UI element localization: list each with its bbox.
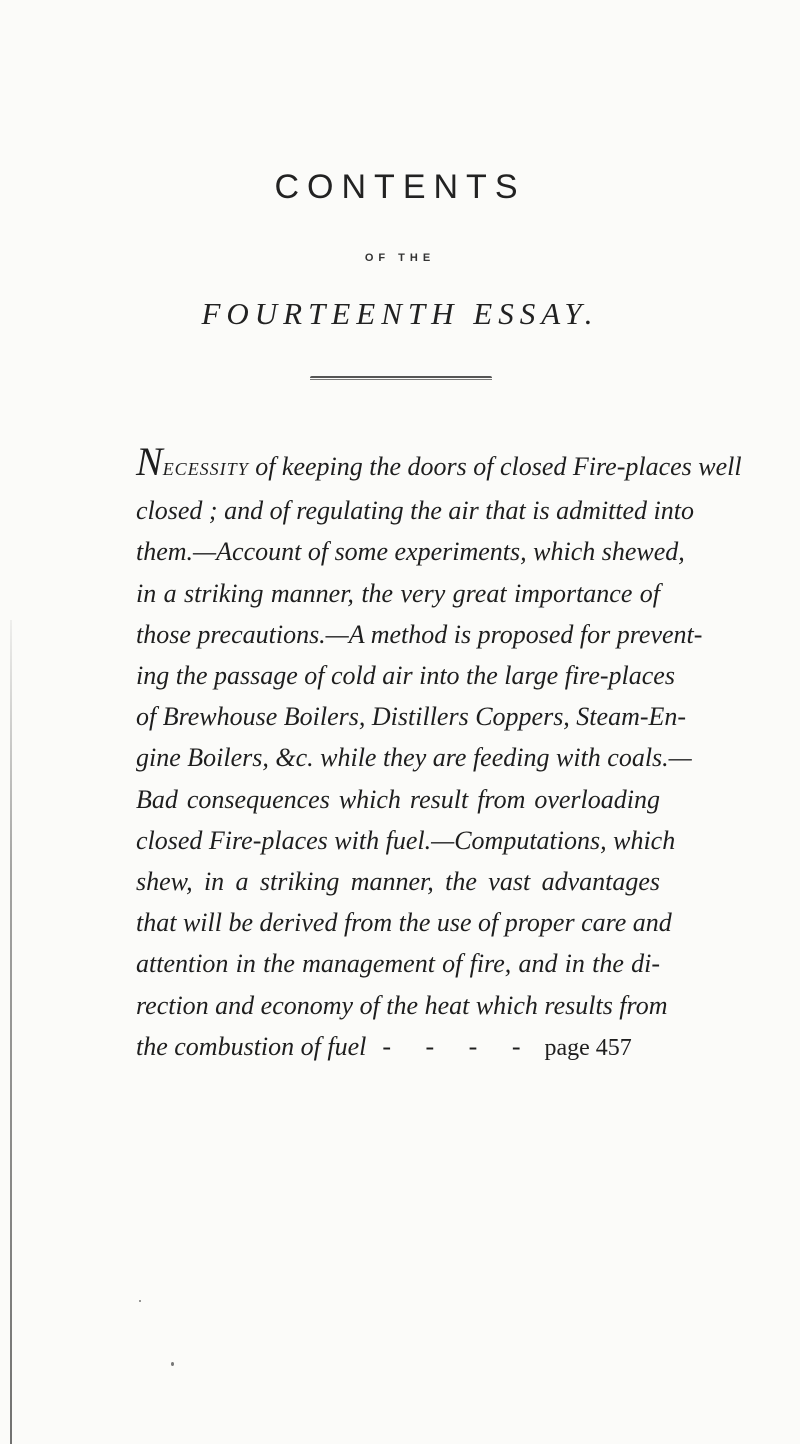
text-line: Bad consequences which result from overloading [136, 784, 660, 814]
text-line: in a striking manner, the very great importance of [136, 578, 660, 608]
drop-cap: N [136, 439, 163, 484]
leader-dashes: - - - - [382, 1031, 535, 1061]
text-line [136, 439, 742, 490]
text-line [136, 1026, 660, 1069]
line-text: the combustion of fuel [136, 1031, 367, 1061]
text-line: that will be derived from the use of proper care and [136, 908, 672, 938]
text-line: closed Fire-places with fuel.—Computations, which [136, 825, 676, 855]
text-line: ing the passage of cold air into the large fire-places [136, 661, 675, 691]
text-line: them.—Account of some experiments, which shewed, [136, 537, 685, 567]
text-line: rection and economy of the heat which results from [136, 990, 668, 1020]
page-reference: page 457 [544, 1034, 632, 1061]
text-line: shew, in a striking manner, the vast advantages [136, 867, 660, 897]
essay-title: FOURTEENTH ESSAY. [201, 296, 599, 331]
text-line: those precautions.—A method is proposed for prevent- [136, 619, 703, 649]
text-line: closed ; and of regulating the air that is admitted into [136, 496, 694, 526]
decorative-rule [310, 376, 492, 382]
small-caps-word: ECESSITY [162, 459, 249, 479]
contents-paragraph [136, 439, 742, 1069]
ink-speck [139, 1300, 141, 1302]
contents-subtitle: OF THE [364, 252, 436, 264]
text-line: attention in the management of fire, and in the di- [136, 949, 660, 979]
page-edge-shadow [10, 620, 12, 1444]
contents-title: CONTENTS [274, 168, 526, 206]
line-text: of keeping the doors of closed Fire-places well [255, 452, 742, 481]
ink-speck [171, 1362, 174, 1366]
text-line: of Brewhouse Boilers, Distillers Coppers, Steam-En- [136, 702, 687, 732]
text-line: gine Boilers, &c. while they are feeding with coals.— [136, 743, 692, 773]
